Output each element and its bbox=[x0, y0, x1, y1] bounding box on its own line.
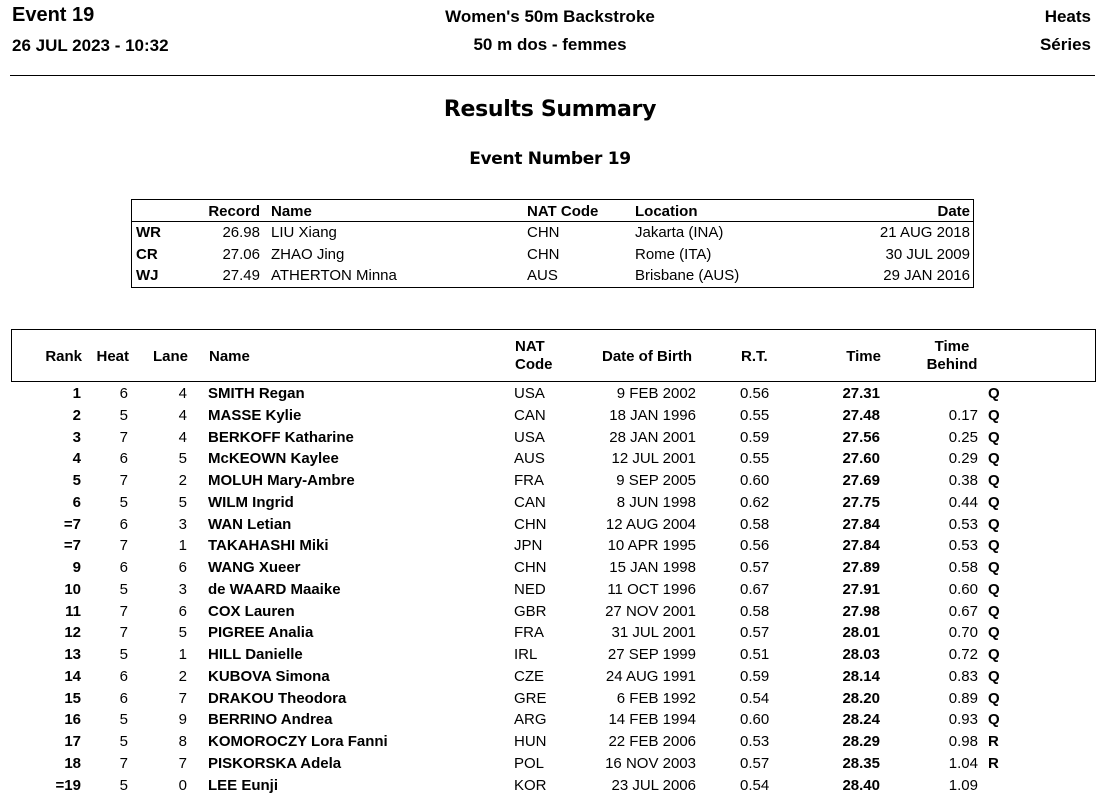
reaction-time: 0.57 bbox=[740, 755, 769, 772]
athlete-name: DRAKOU Theodora bbox=[208, 690, 346, 707]
heat: 7 bbox=[120, 537, 128, 554]
table-row bbox=[11, 602, 1094, 624]
reaction-time: 0.60 bbox=[740, 711, 769, 728]
athlete-name: McKEOWN Kaylee bbox=[208, 450, 339, 467]
athlete-name: WANG Xueer bbox=[208, 559, 301, 576]
heat: 6 bbox=[120, 516, 128, 533]
table-row bbox=[11, 580, 1094, 602]
record-time: 27.49 bbox=[222, 267, 260, 284]
lane: 6 bbox=[179, 603, 187, 620]
col-behind-header-line1: Time bbox=[925, 338, 979, 356]
col-nat-header-line1: NAT bbox=[515, 338, 553, 356]
rank: 12 bbox=[64, 624, 81, 641]
record-code: WJ bbox=[136, 267, 159, 284]
lane: 6 bbox=[179, 559, 187, 576]
time-behind: 0.25 bbox=[949, 429, 978, 446]
lane: 4 bbox=[179, 407, 187, 424]
rank: 1 bbox=[73, 385, 81, 402]
time: 27.69 bbox=[842, 472, 880, 489]
record-row bbox=[132, 244, 973, 264]
table-row bbox=[11, 384, 1094, 406]
results-table bbox=[11, 384, 1094, 797]
date-of-birth: 16 NOV 2003 bbox=[605, 755, 696, 772]
record-date: 29 JAN 2016 bbox=[883, 267, 970, 284]
athlete-name: KOMOROCZY Lora Fanni bbox=[208, 733, 388, 750]
date-of-birth: 12 JUL 2001 bbox=[611, 450, 696, 467]
time: 28.03 bbox=[842, 646, 880, 663]
lane: 7 bbox=[179, 690, 187, 707]
record-time: 26.98 bbox=[222, 224, 260, 241]
rank: =19 bbox=[56, 777, 81, 794]
table-row bbox=[11, 515, 1094, 537]
time: 27.84 bbox=[842, 537, 880, 554]
record-time: 27.06 bbox=[222, 246, 260, 263]
athlete-name: TAKAHASHI Miki bbox=[208, 537, 329, 554]
reaction-time: 0.60 bbox=[740, 472, 769, 489]
col-heat-header: Heat bbox=[96, 348, 129, 365]
date-of-birth: 27 SEP 1999 bbox=[608, 646, 696, 663]
table-row bbox=[11, 689, 1094, 711]
reaction-time: 0.53 bbox=[740, 733, 769, 750]
date-of-birth: 23 JUL 2006 bbox=[611, 777, 696, 794]
round-label-en: Heats bbox=[1045, 7, 1091, 27]
date-of-birth: 27 NOV 2001 bbox=[605, 603, 696, 620]
time-behind: 0.38 bbox=[949, 472, 978, 489]
rank: 14 bbox=[64, 668, 81, 685]
athlete-name: de WAARD Maaike bbox=[208, 581, 341, 598]
qualifier: R bbox=[988, 733, 999, 750]
table-row bbox=[11, 536, 1094, 558]
athlete-name: MASSE Kylie bbox=[208, 407, 301, 424]
rank: 10 bbox=[64, 581, 81, 598]
lane: 4 bbox=[179, 429, 187, 446]
time: 27.60 bbox=[842, 450, 880, 467]
qualifier: Q bbox=[988, 472, 1000, 489]
athlete-name: KUBOVA Simona bbox=[208, 668, 330, 685]
qualifier: Q bbox=[988, 429, 1000, 446]
time: 27.89 bbox=[842, 559, 880, 576]
col-rt-header: R.T. bbox=[741, 348, 768, 365]
time-behind: 0.67 bbox=[949, 603, 978, 620]
nat-code: CZE bbox=[514, 668, 544, 685]
athlete-name: WAN Letian bbox=[208, 516, 291, 533]
athlete-name: HILL Danielle bbox=[208, 646, 303, 663]
reaction-time: 0.51 bbox=[740, 646, 769, 663]
heat: 7 bbox=[120, 624, 128, 641]
date-of-birth: 12 AUG 2004 bbox=[606, 516, 696, 533]
page-subtitle: Event Number 19 bbox=[0, 149, 1100, 169]
col-dob-header: Date of Birth bbox=[602, 348, 692, 365]
heat: 5 bbox=[120, 711, 128, 728]
reaction-time: 0.54 bbox=[740, 777, 769, 794]
time-behind: 0.93 bbox=[949, 711, 978, 728]
date-of-birth: 15 JAN 1998 bbox=[609, 559, 696, 576]
nat-code: KOR bbox=[514, 777, 547, 794]
results-header bbox=[11, 329, 1096, 382]
time: 28.29 bbox=[842, 733, 880, 750]
rank: =7 bbox=[64, 537, 81, 554]
time: 27.56 bbox=[842, 429, 880, 446]
table-row bbox=[11, 558, 1094, 580]
records-header-name: Name bbox=[271, 203, 312, 220]
nat-code: CAN bbox=[514, 407, 546, 424]
qualifier: Q bbox=[988, 668, 1000, 685]
col-rank-header: Rank bbox=[45, 348, 82, 365]
heat: 7 bbox=[120, 755, 128, 772]
nat-code: FRA bbox=[514, 624, 544, 641]
nat-code: POL bbox=[514, 755, 544, 772]
heat: 7 bbox=[120, 603, 128, 620]
date-of-birth: 6 FEB 1992 bbox=[617, 690, 696, 707]
rank: 11 bbox=[65, 603, 81, 620]
qualifier: Q bbox=[988, 581, 1000, 598]
lane: 7 bbox=[179, 755, 187, 772]
nat-code: GBR bbox=[514, 603, 547, 620]
table-row bbox=[11, 428, 1094, 450]
rank: 9 bbox=[73, 559, 81, 576]
col-behind-header bbox=[925, 338, 979, 374]
table-row bbox=[11, 449, 1094, 471]
lane: 5 bbox=[179, 624, 187, 641]
table-row bbox=[11, 732, 1094, 754]
reaction-time: 0.57 bbox=[740, 624, 769, 641]
event-title-en: Women's 50m Backstroke bbox=[0, 7, 1100, 27]
date-of-birth: 18 JAN 1996 bbox=[609, 407, 696, 424]
table-row bbox=[11, 667, 1094, 689]
time-behind: 0.53 bbox=[949, 516, 978, 533]
time: 27.48 bbox=[842, 407, 880, 424]
lane: 3 bbox=[179, 581, 187, 598]
nat-code: JPN bbox=[514, 537, 542, 554]
reaction-time: 0.58 bbox=[740, 516, 769, 533]
reaction-time: 0.57 bbox=[740, 559, 769, 576]
heat: 6 bbox=[120, 450, 128, 467]
reaction-time: 0.55 bbox=[740, 407, 769, 424]
time: 28.20 bbox=[842, 690, 880, 707]
rank: 5 bbox=[73, 472, 81, 489]
date-of-birth: 31 JUL 2001 bbox=[611, 624, 696, 641]
nat-code: USA bbox=[514, 429, 545, 446]
reaction-time: 0.59 bbox=[740, 429, 769, 446]
table-row bbox=[11, 710, 1094, 732]
lane: 3 bbox=[179, 516, 187, 533]
records-table bbox=[131, 199, 974, 288]
time: 27.31 bbox=[842, 385, 880, 402]
time: 28.24 bbox=[842, 711, 880, 728]
lane: 0 bbox=[179, 777, 187, 794]
heat: 6 bbox=[120, 559, 128, 576]
record-location: Rome (ITA) bbox=[635, 246, 711, 263]
round-label-fr: Séries bbox=[1040, 35, 1091, 55]
event-title-fr: 50 m dos - femmes bbox=[0, 35, 1100, 55]
record-code: WR bbox=[136, 224, 161, 241]
col-name-header: Name bbox=[209, 348, 250, 365]
lane: 8 bbox=[179, 733, 187, 750]
qualifier: Q bbox=[988, 450, 1000, 467]
qualifier: Q bbox=[988, 711, 1000, 728]
time-behind: 0.70 bbox=[949, 624, 978, 641]
athlete-name: LEE Eunji bbox=[208, 777, 278, 794]
event-label: Event 19 bbox=[12, 4, 94, 27]
time-behind: 0.98 bbox=[949, 733, 978, 750]
record-location: Jakarta (INA) bbox=[635, 224, 723, 241]
time-behind: 0.58 bbox=[949, 559, 978, 576]
heat: 5 bbox=[120, 777, 128, 794]
time-behind: 0.17 bbox=[949, 407, 978, 424]
table-row bbox=[11, 493, 1094, 515]
nat-code: FRA bbox=[514, 472, 544, 489]
record-nat: CHN bbox=[527, 224, 560, 241]
record-row bbox=[132, 265, 973, 285]
athlete-name: MOLUH Mary-Ambre bbox=[208, 472, 355, 489]
qualifier: Q bbox=[988, 646, 1000, 663]
col-nat-header bbox=[515, 338, 553, 374]
qualifier: Q bbox=[988, 516, 1000, 533]
date-of-birth: 11 OCT 1996 bbox=[607, 581, 696, 598]
nat-code: USA bbox=[514, 385, 545, 402]
date-of-birth: 22 FEB 2006 bbox=[608, 733, 696, 750]
lane: 5 bbox=[179, 450, 187, 467]
qualifier: Q bbox=[988, 690, 1000, 707]
heat: 6 bbox=[120, 385, 128, 402]
athlete-name: BERKOFF Katharine bbox=[208, 429, 354, 446]
rank: 6 bbox=[73, 494, 81, 511]
rank: 3 bbox=[73, 429, 81, 446]
rank: 4 bbox=[73, 450, 81, 467]
record-code: CR bbox=[136, 246, 158, 263]
time: 27.75 bbox=[842, 494, 880, 511]
nat-code: NED bbox=[514, 581, 546, 598]
rank: 13 bbox=[64, 646, 81, 663]
date-of-birth: 14 FEB 1994 bbox=[608, 711, 696, 728]
event-datetime: 26 JUL 2023 - 10:32 bbox=[12, 36, 169, 56]
records-header-nat: NAT Code bbox=[527, 203, 598, 220]
athlete-name: PISKORSKA Adela bbox=[208, 755, 341, 772]
rank: 15 bbox=[64, 690, 81, 707]
nat-code: CAN bbox=[514, 494, 546, 511]
time: 28.01 bbox=[842, 624, 880, 641]
record-location: Brisbane (AUS) bbox=[635, 267, 739, 284]
records-header-row bbox=[132, 201, 973, 221]
nat-code: GRE bbox=[514, 690, 547, 707]
athlete-name: PIGREE Analia bbox=[208, 624, 313, 641]
table-row bbox=[11, 471, 1094, 493]
date-of-birth: 9 FEB 2002 bbox=[617, 385, 696, 402]
lane: 1 bbox=[179, 537, 187, 554]
time-behind: 0.89 bbox=[949, 690, 978, 707]
heat: 5 bbox=[120, 494, 128, 511]
qualifier: Q bbox=[988, 624, 1000, 641]
rank: =7 bbox=[64, 516, 81, 533]
record-date: 30 JUL 2009 bbox=[885, 246, 970, 263]
records-header-record: Record bbox=[208, 203, 260, 220]
qualifier: Q bbox=[988, 407, 1000, 424]
col-lane-header: Lane bbox=[153, 348, 188, 365]
record-holder: LIU Xiang bbox=[271, 224, 337, 241]
heat: 5 bbox=[120, 407, 128, 424]
time: 28.40 bbox=[842, 777, 880, 794]
record-nat: AUS bbox=[527, 267, 558, 284]
qualifier: Q bbox=[988, 603, 1000, 620]
time: 27.98 bbox=[842, 603, 880, 620]
heat: 5 bbox=[120, 646, 128, 663]
lane: 4 bbox=[179, 385, 187, 402]
col-nat-header-line2: Code bbox=[515, 356, 553, 374]
qualifier: Q bbox=[988, 537, 1000, 554]
record-nat: CHN bbox=[527, 246, 560, 263]
time: 28.35 bbox=[842, 755, 880, 772]
qualifier: Q bbox=[988, 559, 1000, 576]
date-of-birth: 10 APR 1995 bbox=[608, 537, 696, 554]
heat: 6 bbox=[120, 690, 128, 707]
records-header-location: Location bbox=[635, 203, 698, 220]
reaction-time: 0.62 bbox=[740, 494, 769, 511]
lane: 1 bbox=[179, 646, 187, 663]
athlete-name: COX Lauren bbox=[208, 603, 295, 620]
rank: 2 bbox=[73, 407, 81, 424]
table-row bbox=[11, 645, 1094, 667]
heat: 5 bbox=[120, 581, 128, 598]
lane: 5 bbox=[179, 494, 187, 511]
page-title: Results Summary bbox=[0, 97, 1100, 122]
reaction-time: 0.54 bbox=[740, 690, 769, 707]
lane: 9 bbox=[179, 711, 187, 728]
reaction-time: 0.56 bbox=[740, 537, 769, 554]
date-of-birth: 8 JUN 1998 bbox=[617, 494, 696, 511]
time-behind: 0.44 bbox=[949, 494, 978, 511]
col-time-header: Time bbox=[846, 348, 881, 365]
nat-code: AUS bbox=[514, 450, 545, 467]
table-row bbox=[11, 406, 1094, 428]
time-behind: 0.29 bbox=[949, 450, 978, 467]
record-holder: ZHAO Jing bbox=[271, 246, 344, 263]
time-behind: 0.72 bbox=[949, 646, 978, 663]
qualifier: Q bbox=[988, 494, 1000, 511]
time-behind: 0.60 bbox=[949, 581, 978, 598]
nat-code: HUN bbox=[514, 733, 547, 750]
heat: 5 bbox=[120, 733, 128, 750]
date-of-birth: 24 AUG 1991 bbox=[606, 668, 696, 685]
col-behind-header-line2: Behind bbox=[925, 356, 979, 374]
nat-code: IRL bbox=[514, 646, 537, 663]
time: 28.14 bbox=[842, 668, 880, 685]
qualifier: Q bbox=[988, 385, 1000, 402]
reaction-time: 0.67 bbox=[740, 581, 769, 598]
record-holder: ATHERTON Minna bbox=[271, 267, 397, 284]
record-date: 21 AUG 2018 bbox=[880, 224, 970, 241]
reaction-time: 0.59 bbox=[740, 668, 769, 685]
header-divider bbox=[10, 75, 1095, 76]
nat-code: CHN bbox=[514, 559, 547, 576]
athlete-name: SMITH Regan bbox=[208, 385, 305, 402]
lane: 2 bbox=[179, 472, 187, 489]
time: 27.84 bbox=[842, 516, 880, 533]
time-behind: 1.09 bbox=[949, 777, 978, 794]
reaction-time: 0.56 bbox=[740, 385, 769, 402]
time: 27.91 bbox=[842, 581, 880, 598]
record-row bbox=[132, 222, 973, 242]
nat-code: CHN bbox=[514, 516, 547, 533]
time-behind: 0.83 bbox=[949, 668, 978, 685]
date-of-birth: 9 SEP 2005 bbox=[616, 472, 696, 489]
reaction-time: 0.58 bbox=[740, 603, 769, 620]
rank: 17 bbox=[64, 733, 81, 750]
athlete-name: BERRINO Andrea bbox=[208, 711, 332, 728]
date-of-birth: 28 JAN 2001 bbox=[609, 429, 696, 446]
heat: 6 bbox=[120, 668, 128, 685]
time-behind: 1.04 bbox=[949, 755, 978, 772]
rank: 16 bbox=[64, 711, 81, 728]
qualifier: R bbox=[988, 755, 999, 772]
lane: 2 bbox=[179, 668, 187, 685]
table-row bbox=[11, 754, 1094, 776]
time-behind: 0.53 bbox=[949, 537, 978, 554]
rank: 18 bbox=[64, 755, 81, 772]
table-row bbox=[11, 623, 1094, 645]
heat: 7 bbox=[120, 472, 128, 489]
heat: 7 bbox=[120, 429, 128, 446]
reaction-time: 0.55 bbox=[740, 450, 769, 467]
records-header-date: Date bbox=[937, 203, 970, 220]
nat-code: ARG bbox=[514, 711, 547, 728]
athlete-name: WILM Ingrid bbox=[208, 494, 294, 511]
